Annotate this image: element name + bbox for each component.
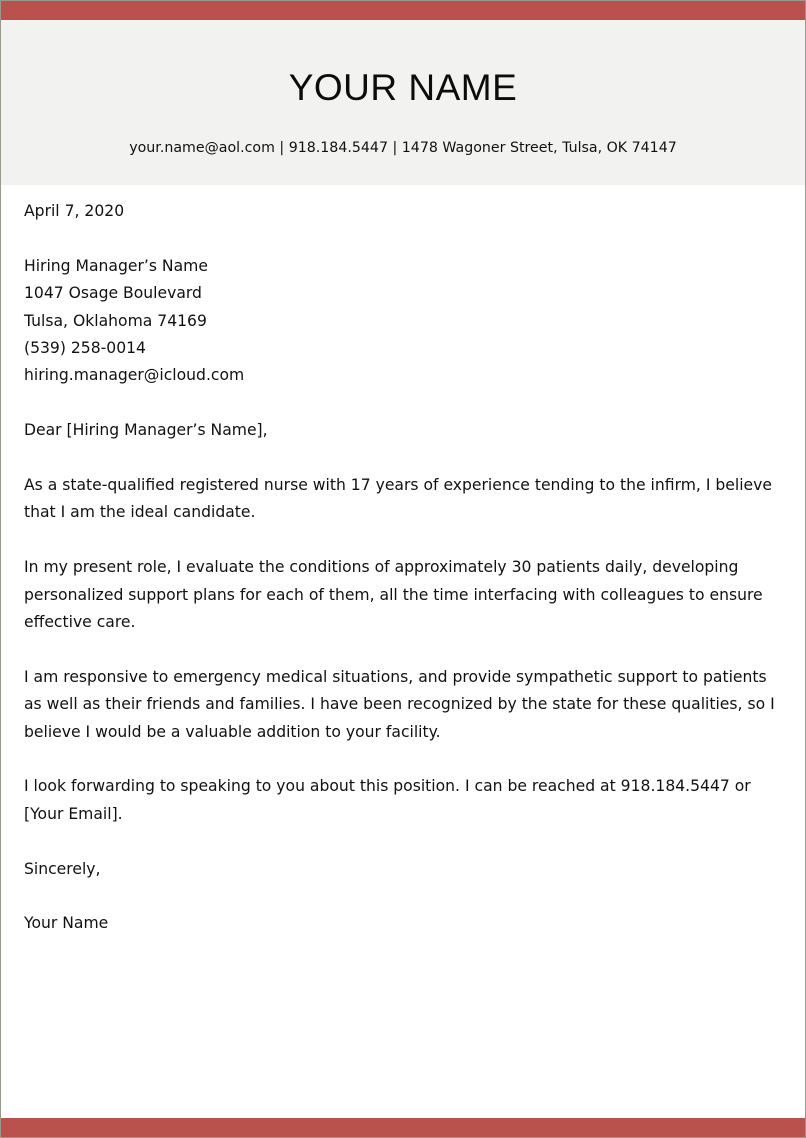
sender-contact-line: your.name@aol.com | 918.184.5447 | 1478 Wagoner Street, Tulsa, OK 74147 <box>129 140 677 156</box>
salutation: Dear [Hiring Manager’s Name], <box>24 421 268 440</box>
closing: Sincerely, <box>24 859 101 878</box>
body-paragraph: In my present role, I evaluate the conditions of approximately 30 patients daily, developing personalized support plans for each of them, all the time interfacing with colleagues to ensure effective care. <box>24 558 763 632</box>
recipient-block <box>24 253 786 390</box>
recipient-city: Tulsa, Oklahoma 74169 <box>24 311 207 330</box>
bottom-accent-bar <box>1 1118 805 1137</box>
recipient-street: 1047 Osage Boulevard <box>24 284 202 303</box>
letter-body <box>24 198 786 965</box>
recipient-email: hiring.manager@icloud.com <box>24 366 245 385</box>
recipient-name: Hiring Manager’s Name <box>24 256 208 275</box>
top-accent-bar <box>1 1 805 20</box>
body-paragraph: I look forwarding to speaking to you about this position. I can be reached at 918.184.5447 or [Your Email]. <box>24 777 751 823</box>
letter-header <box>1 20 805 185</box>
body-paragraph: I am responsive to emergency medical situations, and provide sympathetic support to patients as well as their friends and families. I have been recognized by the state for these qualities, so I believe I would be a valuable addition to your facility. <box>24 667 775 741</box>
body-paragraph: As a state-qualified registered nurse with 17 years of experience tending to the infirm, I believe that I am the ideal candidate. <box>24 476 772 522</box>
signature: Your Name <box>24 914 109 933</box>
recipient-phone: (539) 258-0014 <box>24 339 146 358</box>
sender-name: YOUR NAME <box>288 67 518 108</box>
letter-date: April 7, 2020 <box>24 202 125 220</box>
